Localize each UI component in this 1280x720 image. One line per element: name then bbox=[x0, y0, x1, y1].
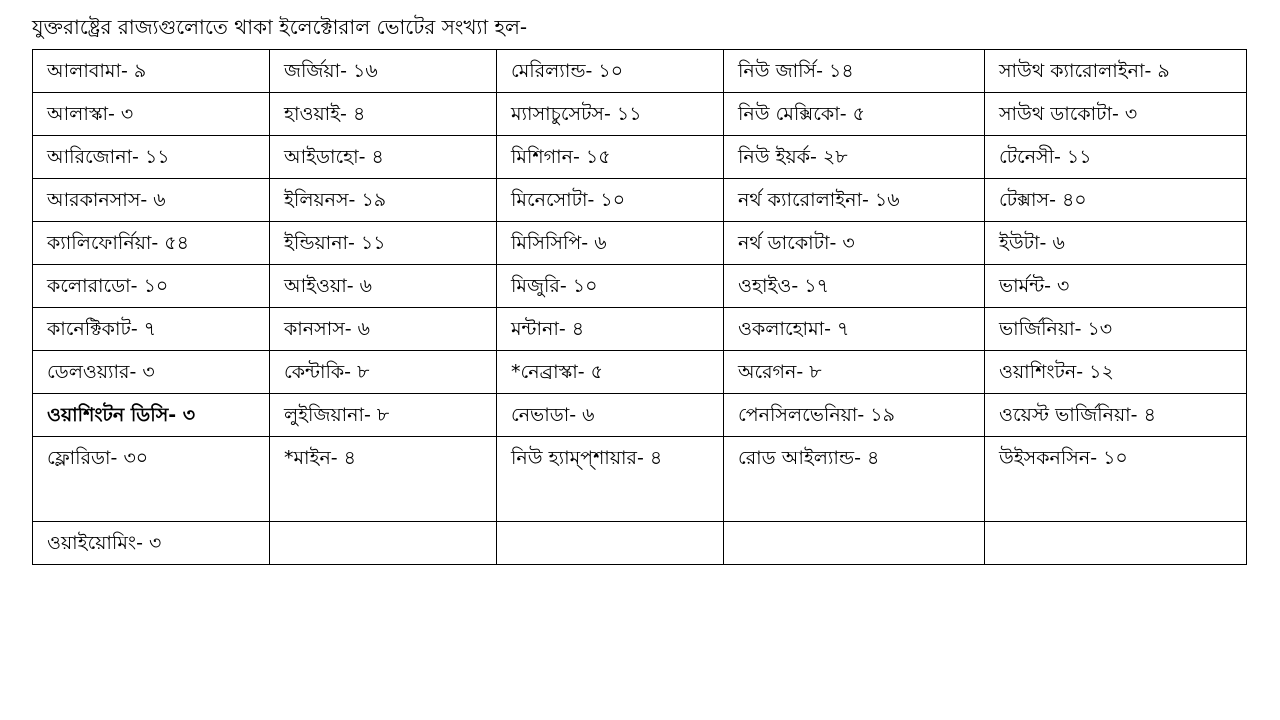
table-row bbox=[33, 222, 1247, 265]
table-cell: সাউথ ডাকোটা- ৩ bbox=[985, 93, 1247, 136]
table-cell: লুইজিয়ানা- ৮ bbox=[270, 394, 497, 437]
table-cell bbox=[270, 522, 497, 565]
electoral-votes-table bbox=[32, 49, 1247, 565]
table-cell: মন্টানা- ৪ bbox=[497, 308, 724, 351]
table-row bbox=[33, 308, 1247, 351]
table-cell: টেনেসী- ১১ bbox=[985, 136, 1247, 179]
table-row bbox=[33, 394, 1247, 437]
table-cell: পেনসিলভেনিয়া- ১৯ bbox=[724, 394, 985, 437]
table-cell: নর্থ ক্যারোলাইনা- ১৬ bbox=[724, 179, 985, 222]
table-cell: ওকলাহোমা- ৭ bbox=[724, 308, 985, 351]
table-cell: ওয়েস্ট ভার্জিনিয়া- ৪ bbox=[985, 394, 1247, 437]
table-cell: কেন্টাকি- ৮ bbox=[270, 351, 497, 394]
table-cell: ফ্লোরিডা- ৩০ bbox=[33, 437, 270, 522]
table-cell: ভার্জিনিয়া- ১৩ bbox=[985, 308, 1247, 351]
table-cell: আলাবামা- ৯ bbox=[33, 50, 270, 93]
table-cell: নিউ জার্সি- ১৪ bbox=[724, 50, 985, 93]
table-cell: আলাস্কা- ৩ bbox=[33, 93, 270, 136]
table-cell: ম্যাসাচুসেটস- ১১ bbox=[497, 93, 724, 136]
table-cell: মিনেসোটা- ১০ bbox=[497, 179, 724, 222]
table-row bbox=[33, 179, 1247, 222]
page-heading: যুক্তরাষ্ট্রের রাজ্যগুলোতে থাকা ইলেক্টোরাল ভোটের সংখ্যা হল- bbox=[32, 15, 528, 39]
table-cell: জর্জিয়া- ১৬ bbox=[270, 50, 497, 93]
table-cell: মিসিসিপি- ৬ bbox=[497, 222, 724, 265]
table-cell bbox=[497, 522, 724, 565]
table-cell: ওয়াশিংটন- ১২ bbox=[985, 351, 1247, 394]
table-cell: আরিজোনা- ১১ bbox=[33, 136, 270, 179]
table-cell: হাওয়াই- ৪ bbox=[270, 93, 497, 136]
table-row bbox=[33, 265, 1247, 308]
table-cell: কানেক্টিকাট- ৭ bbox=[33, 308, 270, 351]
table-row bbox=[33, 93, 1247, 136]
table-cell: নিউ মেক্সিকো- ৫ bbox=[724, 93, 985, 136]
table-cell: মেরিল্যান্ড- ১০ bbox=[497, 50, 724, 93]
table-cell: সাউথ ক্যারোলাইনা- ৯ bbox=[985, 50, 1247, 93]
table-cell: নেভাডা- ৬ bbox=[497, 394, 724, 437]
table-cell: ইন্ডিয়ানা- ১১ bbox=[270, 222, 497, 265]
table-cell: ক্যালিফোর্নিয়া- ৫৪ bbox=[33, 222, 270, 265]
table-cell: ইলিয়নস- ১৯ bbox=[270, 179, 497, 222]
table-row bbox=[33, 136, 1247, 179]
table-cell: উইসকনসিন- ১০ bbox=[985, 437, 1247, 522]
table-cell: কলোরাডো- ১০ bbox=[33, 265, 270, 308]
table-row bbox=[33, 437, 1247, 522]
table-cell: নর্থ ডাকোটা- ৩ bbox=[724, 222, 985, 265]
table-row bbox=[33, 351, 1247, 394]
table-cell: নিউ হ্যাম্প্শায়ার- ৪ bbox=[497, 437, 724, 522]
table-cell: মিজুরি- ১০ bbox=[497, 265, 724, 308]
table-cell: *মাইন- ৪ bbox=[270, 437, 497, 522]
table-cell: ইউটা- ৬ bbox=[985, 222, 1247, 265]
table-cell: ওয়াশিংটন ডিসি- ৩ bbox=[33, 394, 270, 437]
table-cell: ওয়াইয়োমিং- ৩ bbox=[33, 522, 270, 565]
table-cell: ওহাইও- ১৭ bbox=[724, 265, 985, 308]
table-cell: ডেলওয়্যার- ৩ bbox=[33, 351, 270, 394]
table-cell: মিশিগান- ১৫ bbox=[497, 136, 724, 179]
table-cell: রোড আইল্যান্ড- ৪ bbox=[724, 437, 985, 522]
table-cell: ভার্মন্ট- ৩ bbox=[985, 265, 1247, 308]
table-cell: আইডাহো- ৪ bbox=[270, 136, 497, 179]
table-cell: কানসাস- ৬ bbox=[270, 308, 497, 351]
table-cell bbox=[724, 522, 985, 565]
table-cell: নিউ ইয়র্ক- ২৮ bbox=[724, 136, 985, 179]
table-cell: টেক্সাস- ৪০ bbox=[985, 179, 1247, 222]
table-cell: আইওয়া- ৬ bbox=[270, 265, 497, 308]
table-row bbox=[33, 50, 1247, 93]
table-cell: আরকানসাস- ৬ bbox=[33, 179, 270, 222]
table-cell: অরেগন- ৮ bbox=[724, 351, 985, 394]
table-cell bbox=[985, 522, 1247, 565]
table-cell: *নেব্রাস্কা- ৫ bbox=[497, 351, 724, 394]
table-row bbox=[33, 522, 1247, 565]
